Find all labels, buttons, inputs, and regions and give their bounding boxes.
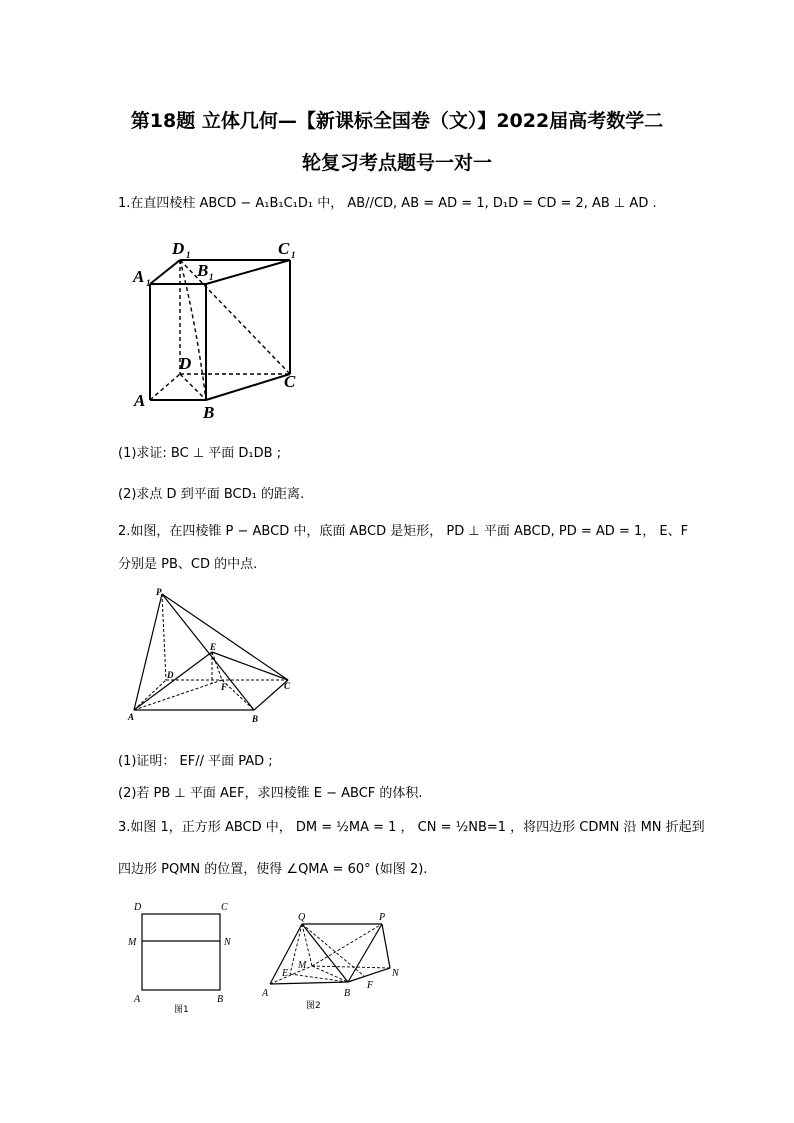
label-e: E [282,968,289,979]
problem-2-statement-line-1: 2.如图，在四棱锥 P − ABCD 中，底面 ABCD 是矩形， PD ⊥ 平面 ABCD, PD = AD = 1， E、F [118,524,689,539]
label-q: Q [298,912,306,923]
label-f: F [367,980,374,991]
label-d1: D [172,239,185,258]
label-c: C [221,902,228,913]
label-d: D [134,902,142,913]
label-a: A [262,988,269,999]
label-a: A [128,712,135,722]
label-c: C [284,681,291,691]
figure-1-caption: 图1 [174,1005,189,1015]
label-a: A [134,391,146,410]
label-c: C [284,372,296,391]
figure-prism [128,232,318,422]
problem-2-question-2: (2)若 PB ⊥ 平面 AEF，求四棱锥 E − ABCF 的体积. [118,786,423,801]
problem-2-question-1: (1)证明： EF// 平面 PAD ; [118,754,273,769]
figure-2-folded [256,908,416,1014]
label-b1-sub: 1 [209,272,214,282]
label-a1: A [133,267,145,286]
label-c1: C [278,239,290,258]
label-b: B [203,403,215,422]
label-e: E [210,642,217,652]
problem-2-statement-line-2: 分别是 PB、CD 的中点. [118,557,258,572]
label-b: B [217,994,224,1005]
page-title-line-1: 第18题 立体几何—【新课标全国卷（文）】2022届高考数学二 [130,110,664,132]
label-d: D [179,354,192,373]
label-n: N [224,937,231,948]
label-c1-sub: 1 [291,250,296,260]
page-title-line-2: 轮复习考点题号一对一 [301,152,492,174]
label-n: N [392,968,399,979]
label-f: F [221,682,228,692]
figure-2-caption: 图2 [306,1001,321,1011]
label-a: A [134,994,141,1005]
figure-1-square [124,898,244,1020]
label-m: M [128,937,137,948]
label-m: M [298,960,307,971]
label-d: D [167,670,174,680]
label-b: B [344,988,351,999]
label-b: B [252,714,259,724]
label-d1-sub: 1 [186,250,191,260]
problem-3-statement-line-1: 3.如图 1，正方形 ABCD 中， DM = ½MA = 1 ， CN = ½NB=1 ，将四边形 CDMN 沿 MN 折起到 [118,820,705,835]
problem-1-statement: 1.在直四棱柱 ABCD − A₁B₁C₁D₁ 中， AB//CD, AB = AD = 1, D₁D = CD = 2, AB ⊥ AD . [118,196,657,211]
label-p: P [379,912,386,923]
problem-3-statement-line-2: 四边形 PQMN 的位置，使得 ∠QMA = 60° (如图 2). [118,862,428,877]
label-a1-sub: 1 [146,278,151,288]
problem-1-question-2: (2)求点 D 到平面 BCD₁ 的距离. [118,487,305,502]
figure-pyramid [126,586,306,726]
label-p: P [156,587,162,597]
label-b1: B [197,261,209,280]
problem-1-question-1: (1)求证: BC ⊥ 平面 D₁DB ; [118,446,282,461]
